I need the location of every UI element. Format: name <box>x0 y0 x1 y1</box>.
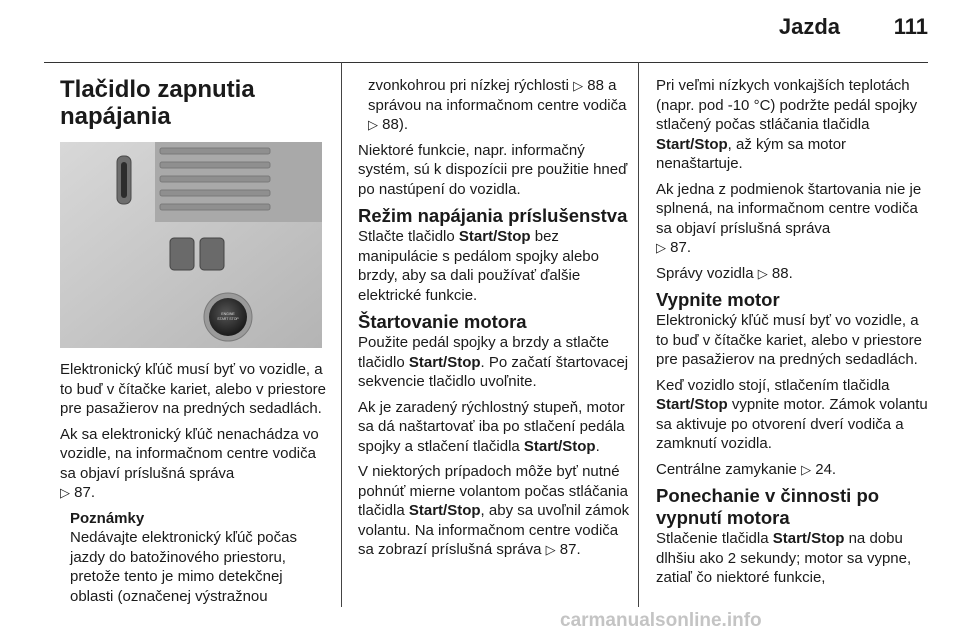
triangle-right-icon: ▷ <box>545 542 556 557</box>
heading-accessory-mode: Režim napájania príslušenstva <box>358 205 628 226</box>
start-stop-label: Start/Stop <box>772 530 845 547</box>
button-label-line: ENGINE <box>221 312 235 316</box>
paragraph-functions: Niektoré funkcie, napr. informačný systém, sú k dispozícii pre použitie hneď po nastúpení do vozidla. <box>358 141 628 198</box>
start-stop-label: Start/Stop <box>408 353 481 371</box>
column-3 <box>656 76 928 594</box>
heading-engine-off: Vypnite motor <box>656 289 780 310</box>
heading-retained-power: Ponechanie v činnosti po vypnutí motora <box>656 485 880 528</box>
paragraph-gear-engaged: Ak je zaradený rýchlostný stupeň, motor sa dá naštartovať iba po stlačení pedála spojky a stlačení tlačidla Start/Stop. <box>358 398 625 455</box>
start-stop-photo-svg <box>60 142 322 348</box>
paragraph-central-locking: Centrálne zamykanie ▷ 24. <box>656 460 837 478</box>
start-stop-label: Start/Stop <box>458 228 531 245</box>
header-rule <box>44 62 928 63</box>
start-stop-label: Start/Stop <box>656 396 728 413</box>
column-1 <box>60 76 330 606</box>
paragraph-key-missing: Ak sa elektronický kľúč nenachádza vo vozidle, na informačnom centre vodiča sa objaví príslušná správa ▷ 87. <box>60 425 319 501</box>
paragraph-engine-start: Použite pedál spojky a brzdy a stlačte tlačidlo Start/Stop. Po začatí štartovacej sekvencie tlačidlo uvoľnite. <box>358 334 629 390</box>
paragraph-start-conditions: Ak jedna z podmienok štartovania nie je splnená, na informačnom centre vodiča sa objaví príslušná správa ▷ 87. <box>656 180 922 256</box>
paragraph-vehicle-messages: Správy vozidla ▷ 88. <box>656 264 793 282</box>
paragraph-cold-start: Pri veľmi nízkych vonkajších teplotách (napr. pod -10 °C) podržte pedál spojky stlačený počas stláčania tlačidla Start/Stop, až kým sa motor nenaštartuje. <box>656 77 918 172</box>
note-continuation: zvonkohrou pri nízkej rýchlosti ▷ 88 a správou na informačnom centre vodiča ▷ 88). <box>368 77 627 133</box>
note-text: Nedávajte elektronický kľúč počas jazdy do batožinového priestoru, pretože tento je mimo detekčnej oblasti (označenej výstražnou <box>70 529 297 605</box>
column-divider-2 <box>638 62 639 607</box>
watermark: carmanualsonline.info <box>560 610 762 631</box>
start-stop-label: Start/Stop <box>656 135 728 153</box>
triangle-right-icon: ▷ <box>656 240 666 255</box>
triangle-right-icon: ▷ <box>60 485 70 500</box>
heading-engine-start: Štartovanie motora <box>358 311 527 332</box>
paragraph-steering-lock: V niektorých prípadoch môže byť nutné pohnúť mierne volantom počas stláčania tlačidla Start/Stop, aby sa uvoľnil zámok volantu. Na informačnom centre vodiča sa zobrazí príslušná správa ▷ 87. <box>358 463 630 558</box>
start-stop-label: Start/Stop <box>523 437 596 455</box>
note-title: Poznámky <box>70 509 145 527</box>
page-number: 111 <box>893 14 928 39</box>
heading-power-button: Tlačidlo zapnutia napájania <box>60 76 255 130</box>
triangle-right-icon: ▷ <box>801 461 812 477</box>
note-block <box>70 509 330 607</box>
paragraph-engine-off-key: Elektronický kľúč musí byť vo vozidle, a to buď v čítačke kariet, alebo v priestore pre pasažierov na predných sedadlách. <box>656 312 923 368</box>
triangle-right-icon: ▷ <box>757 265 768 281</box>
paragraph-retained-power: Stlačenie tlačidla Start/Stop na dobu dlhšiu ako 2 sekundy; motor sa vypne, zatiaľ čo niektoré funkcie, <box>656 530 912 586</box>
column-2 <box>358 76 630 566</box>
photo-start-stop-button <box>60 142 322 348</box>
section-title: Jazda <box>778 14 840 39</box>
start-stop-label: Start/Stop <box>408 502 481 519</box>
page-ref-link[interactable]: 87. <box>74 484 96 501</box>
paragraph-accessory: Stlačte tlačidlo Start/Stop bez manipulácie s pedálom spojky alebo brzdy, aby sa dali používať ďalšie elektrické funkcie. <box>358 228 599 304</box>
paragraph-key-in-vehicle: Elektronický kľúč musí byť vo vozidle, a to buď v čítačke kariet, alebo v priestore pre pasažierov na predných sedadlách. <box>60 361 327 417</box>
page-header <box>0 0 960 62</box>
triangle-right-icon: ▷ <box>573 78 584 93</box>
button-label-line-2: START STOP <box>217 317 239 321</box>
paragraph-engine-stop: Keď vozidlo stojí, stlačením tlačidla Start/Stop vypnite motor. Zámok volantu sa aktivuje po otvorení dverí vodiča a zamknutí vozidla. <box>656 376 928 452</box>
column-divider-1 <box>341 62 342 607</box>
triangle-right-icon: ▷ <box>368 117 378 132</box>
